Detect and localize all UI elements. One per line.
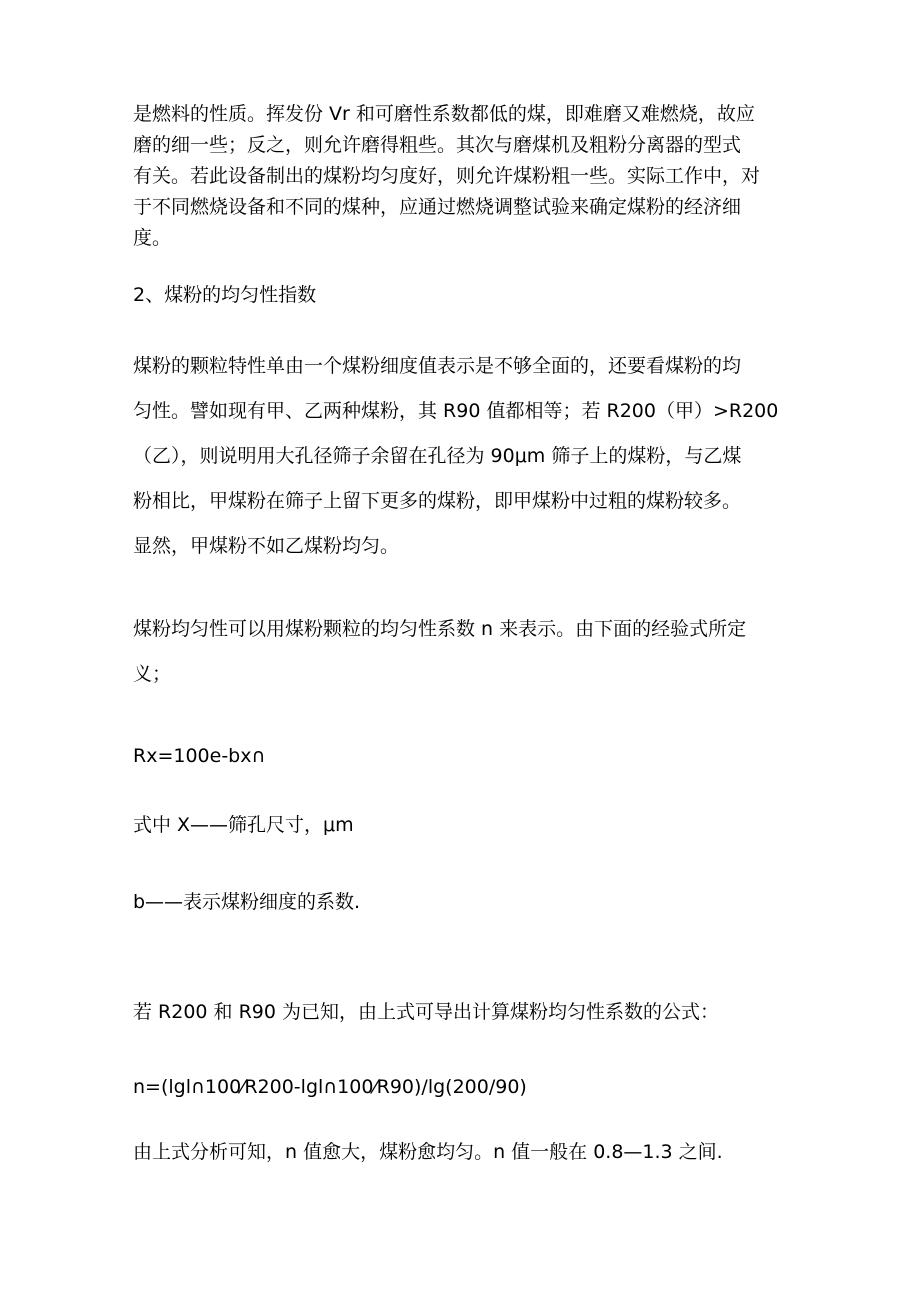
intro-paragraph [133,99,788,254]
conclusion-text: 由上式分析可知，n 值愈大，煤粉愈均匀。n 值一般在 0.8—1.3 之间. [133,1141,723,1163]
text-line: 煤粉的颗粒特性单由一个煤粉细度值表示是不够全面的，还要看煤粉的均 [133,355,742,377]
text-line: 煤粉均匀性可以用煤粉颗粒的均匀性系数 n 来表示。由下面的经验式所定 [133,618,747,640]
text-line: 粉相比，甲煤粉在筛子上留下更多的煤粉，即甲煤粉中过粗的煤粉较多。 [133,490,742,512]
section-heading: 2、煤粉的均匀性指数 [133,284,317,306]
formula-rx: Rx=100e-bx∩ [133,745,266,767]
text-line: 匀性。譬如现有甲、乙两种煤粉，其 R90 值都相等；若 R200（甲）>R200 [133,400,779,422]
text-line: 义； [133,663,172,685]
uniformity-paragraph [133,344,788,569]
where-b-definition: b——表示煤粉细度的系数. [133,891,361,913]
where-x-definition: 式中 X——筛孔尺寸，μm [133,814,354,836]
coefficient-paragraph [133,607,788,697]
text-line: 有关。若此设备制出的煤粉均匀度好，则允许煤粉粗一些。实际工作中，对 [133,165,761,187]
text-line: 磨的细一些；反之，则允许磨得粗些。其次与磨煤机及粗粉分离器的型式 [133,134,742,156]
text-line: 度。 [133,227,172,249]
text-line: 是燃料的性质。挥发份 Vr 和可磨性系数都低的煤，即难磨又难燃烧，故应 [133,103,755,125]
derive-text: 若 R200 和 R90 为已知，由上式可导出计算煤粉均匀性系数的公式： [133,1001,720,1023]
text-line: 于不同燃烧设备和不同的煤种，应通过燃烧调整试验来确定煤粉的经济细 [133,196,742,218]
text-line: （乙），则说明用大孔径筛子余留在孔径为 90μm 筛子上的煤粉，与乙煤 [133,445,742,467]
formula-n: n=(lgl∩100⁄R200-lgl∩100⁄R90)/lg(200/90) [133,1076,527,1098]
text-line: 显然，甲煤粉不如乙煤粉均匀。 [133,535,400,557]
